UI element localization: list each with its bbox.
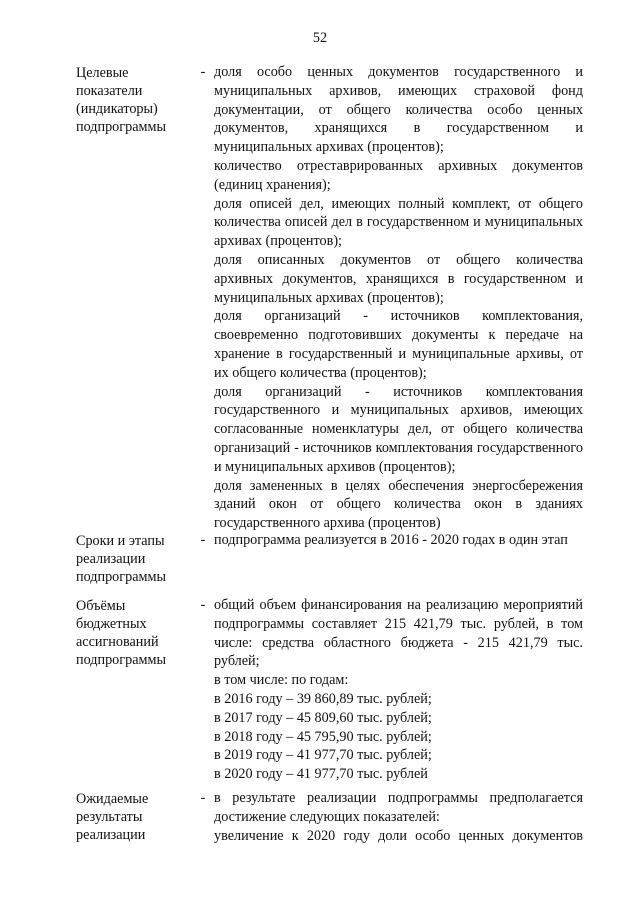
results-text: увеличение к 2020 году доли особо ценных документов <box>214 827 583 844</box>
indicators-content <box>214 63 583 533</box>
label-line: подпрограммы <box>76 652 166 668</box>
terms-content <box>214 531 583 550</box>
label-line: реализации <box>76 827 146 843</box>
budget-year-item: в 2018 году – 45 795,90 тыс. рублей; <box>214 728 432 745</box>
budget-year-item: в 2019 году – 41 977,70 тыс. рублей; <box>214 747 432 764</box>
budget-year-item: в 2016 году – 39 860,89 тыс. рублей; <box>214 690 432 707</box>
terms-label <box>76 532 198 586</box>
budget-by-year-heading: в том числе: по годам: <box>214 672 349 689</box>
indicator-item: доля описей дел, имеющих полный комплект, от общего количества описей дел в государственном и муниципальных архивах (процентов); <box>214 195 583 250</box>
page-number: 52 <box>312 30 328 46</box>
indicators-label <box>76 64 198 136</box>
indicator-item: количество отреставрированных архивных документов (единиц хранения); <box>214 157 583 193</box>
budget-year-item: в 2020 году – 41 977,70 тыс. рублей <box>214 766 428 783</box>
indicator-item: доля организаций - источников комплектования, своевременно подготовивших документы к передаче на хранение в государственный и муниципальные архивы, от их общего количества (процентов); <box>214 308 583 381</box>
budget-total: общий объем финансирования на реализацию мероприятий подпрограммы составляет 215 421,79 тыс. рублей, в том числе: средства областного бюджета - 215 421,79 тыс. рублей; <box>214 597 583 670</box>
label-line: (индикаторы) <box>76 101 158 117</box>
indicator-item: доля замененных в целях обеспечения энергосбережения зданий окон от общего количества окон в зданиях государственного архива (процентов) <box>214 477 583 532</box>
label-line: реализации <box>76 551 146 567</box>
label-line: подпрограммы <box>76 569 166 585</box>
label-line: бюджетных <box>76 616 147 632</box>
results-content <box>214 789 583 845</box>
budget-content <box>214 596 583 784</box>
label-line: показатели <box>76 83 143 99</box>
label-line: результаты <box>76 809 143 825</box>
terms-text: подпрограмма реализуется в 2016 - 2020 годах в один этап <box>214 532 568 548</box>
row-dash: - <box>200 532 206 548</box>
row-dash: - <box>200 597 206 613</box>
budget-label <box>76 597 198 669</box>
label-line: Ожидаемые <box>76 791 149 807</box>
label-line: Целевые <box>76 65 129 81</box>
indicator-item: доля описанных документов от общего количества архивных документов, хранящихся в государственном и муниципальных архивах (процентов); <box>214 251 583 306</box>
results-text: в результате реализации подпрограммы предполагается достижение следующих показателей: <box>214 790 583 825</box>
label-line: Объёмы <box>76 598 126 614</box>
row-dash: - <box>200 64 206 80</box>
indicator-item: доля особо ценных документов государственного и муниципальных архивов, имеющих страховой фонд документации, от общего количества особо ценных документов, хранящихся в государственном и муниципальных архивах (процентов); <box>214 64 583 156</box>
budget-year-item: в 2017 году – 45 809,60 тыс. рублей; <box>214 709 432 726</box>
row-dash: - <box>200 790 206 806</box>
indicator-item: доля организаций - источников комплектования государственного и муниципальных архивов, имеющих согласованные номенклатуры дел, от общего количества организаций - источников комплектования государственного и муниципальных архивов (процентов); <box>214 383 583 475</box>
results-label <box>76 790 198 844</box>
label-line: ассигнований <box>76 634 159 650</box>
label-line: подпрограммы <box>76 119 166 135</box>
label-line: Сроки и этапы <box>76 533 165 549</box>
